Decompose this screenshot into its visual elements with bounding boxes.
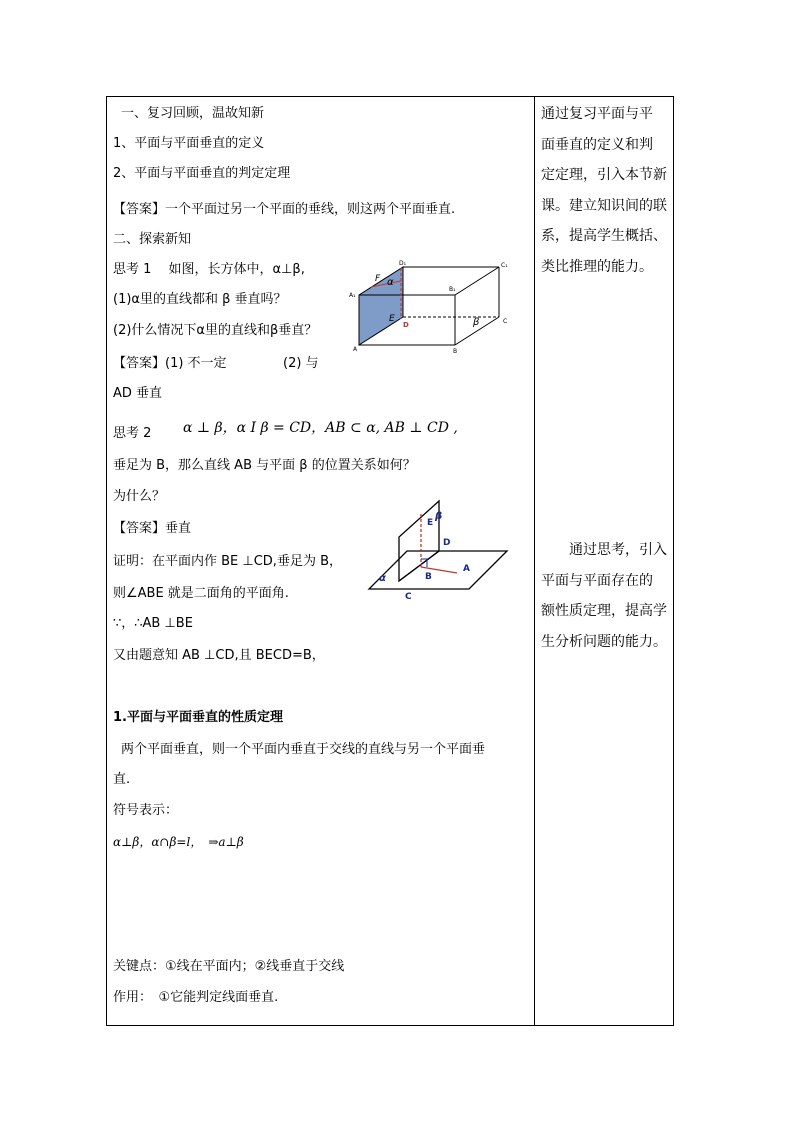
- review-item-1: 1、平面与平面垂直的定义: [113, 136, 265, 151]
- note-2-line: 平面与平面存在的: [541, 572, 653, 589]
- think-1: 思考 1 如图，长方体中，α⊥β,: [113, 262, 305, 277]
- label-a: A: [353, 346, 358, 353]
- label-beta: β: [473, 317, 480, 328]
- key-points: 关键点：①线在平面内；②线垂直于交线: [113, 959, 345, 974]
- teaching-note-1: [541, 99, 671, 282]
- think-2-formula: α ⊥ β，α I β = CD，AB ⊂ α, AB ⊥ CD ,: [183, 420, 458, 436]
- answer-2c: AD 垂直: [113, 386, 163, 401]
- label-d: D: [443, 538, 451, 548]
- theorem-line-2: 直.: [113, 772, 131, 787]
- label-f: F: [375, 274, 381, 284]
- proof-line-3: ∵，∴AB ⊥BE: [113, 616, 193, 631]
- proof-line-4: 又由题意知 AB ⊥CD,且 BECD=B，: [113, 648, 325, 663]
- answer-1: 【答案】一个平面过另一个平面的垂线，则这两个平面垂直.: [113, 202, 456, 217]
- label-c: C: [503, 318, 508, 325]
- explore-heading: 二、探索新知: [113, 232, 192, 247]
- note-1-line: 课。建立知识间的联: [541, 197, 667, 214]
- label-a1: A₁: [349, 292, 356, 299]
- label-b: B: [425, 572, 432, 582]
- question-2: (2)什么情况下α里的直线和β垂直？: [113, 323, 318, 338]
- answer-2b: (2) 与: [283, 356, 319, 371]
- label-d1: D₁: [399, 260, 407, 267]
- label-b: B: [453, 348, 458, 355]
- label-a: A: [463, 564, 470, 574]
- label-e: E: [389, 314, 395, 324]
- lesson-table: [106, 96, 674, 1026]
- label-b1: B₁: [449, 286, 456, 293]
- question-1: (1)α里的直线都和 β 垂直吗？: [113, 292, 287, 307]
- label-e: E: [427, 518, 434, 528]
- alpha-plane: [359, 267, 403, 345]
- symbol-expression: α⊥β，α∩β=l， ⇒a⊥β: [113, 835, 244, 849]
- column-divider: [534, 97, 535, 1025]
- note-2-line: 通过思考，引入: [541, 542, 667, 558]
- label-c1: C₁: [501, 262, 508, 269]
- answer-3: 【答案】垂直: [113, 521, 192, 536]
- label-beta: β: [435, 511, 443, 522]
- teaching-note-2: [541, 535, 671, 657]
- label-alpha: α: [387, 277, 394, 288]
- note-1-line: 类比推理的能力。: [541, 258, 653, 275]
- perpendicular-planes-figure: [365, 497, 513, 607]
- note-1-line: 系，提高学生概括、: [541, 228, 667, 244]
- note-2-line: 额性质定理，提高学: [541, 603, 667, 619]
- theorem-title: 1.平面与平面垂直的性质定理: [113, 710, 283, 725]
- note-1-line: 通过复习平面与平: [541, 106, 653, 122]
- label-d: D: [403, 321, 409, 329]
- think-2-why: 为什么？: [113, 489, 166, 504]
- note-1-line: 面垂直的定义和判: [541, 136, 653, 153]
- note-2-line: 生分析问题的能力。: [541, 633, 667, 650]
- theorem-line-1: 两个平面垂直，则一个平面内垂直于交线的直线与另一个平面垂: [121, 742, 486, 757]
- proof-line-2: 则∠ABE 就是二面角的平面角.: [113, 586, 289, 601]
- review-heading: 一、复习回顾，温故知新: [121, 106, 265, 121]
- symbol-label: 符号表示：: [113, 803, 179, 818]
- answer-2a: 【答案】(1) 不一定: [113, 356, 227, 371]
- think-2-label: 思考 2: [113, 426, 152, 441]
- note-1-line: 定定理，引入本节新: [541, 167, 667, 183]
- cuboid-figure: [345, 259, 515, 357]
- think-2-question: 垂足为 B，那么直线 AB 与平面 β 的位置关系如何？: [113, 458, 416, 473]
- review-item-2: 2、平面与平面垂直的判定定理: [113, 166, 291, 181]
- usage: 作用： ①它能判定线面垂直.: [113, 990, 279, 1005]
- label-c: C: [405, 592, 412, 602]
- proof-line-1: 证明：在平面内作 BE ⊥CD,垂足为 B，: [113, 554, 342, 569]
- label-alpha: α: [379, 573, 386, 584]
